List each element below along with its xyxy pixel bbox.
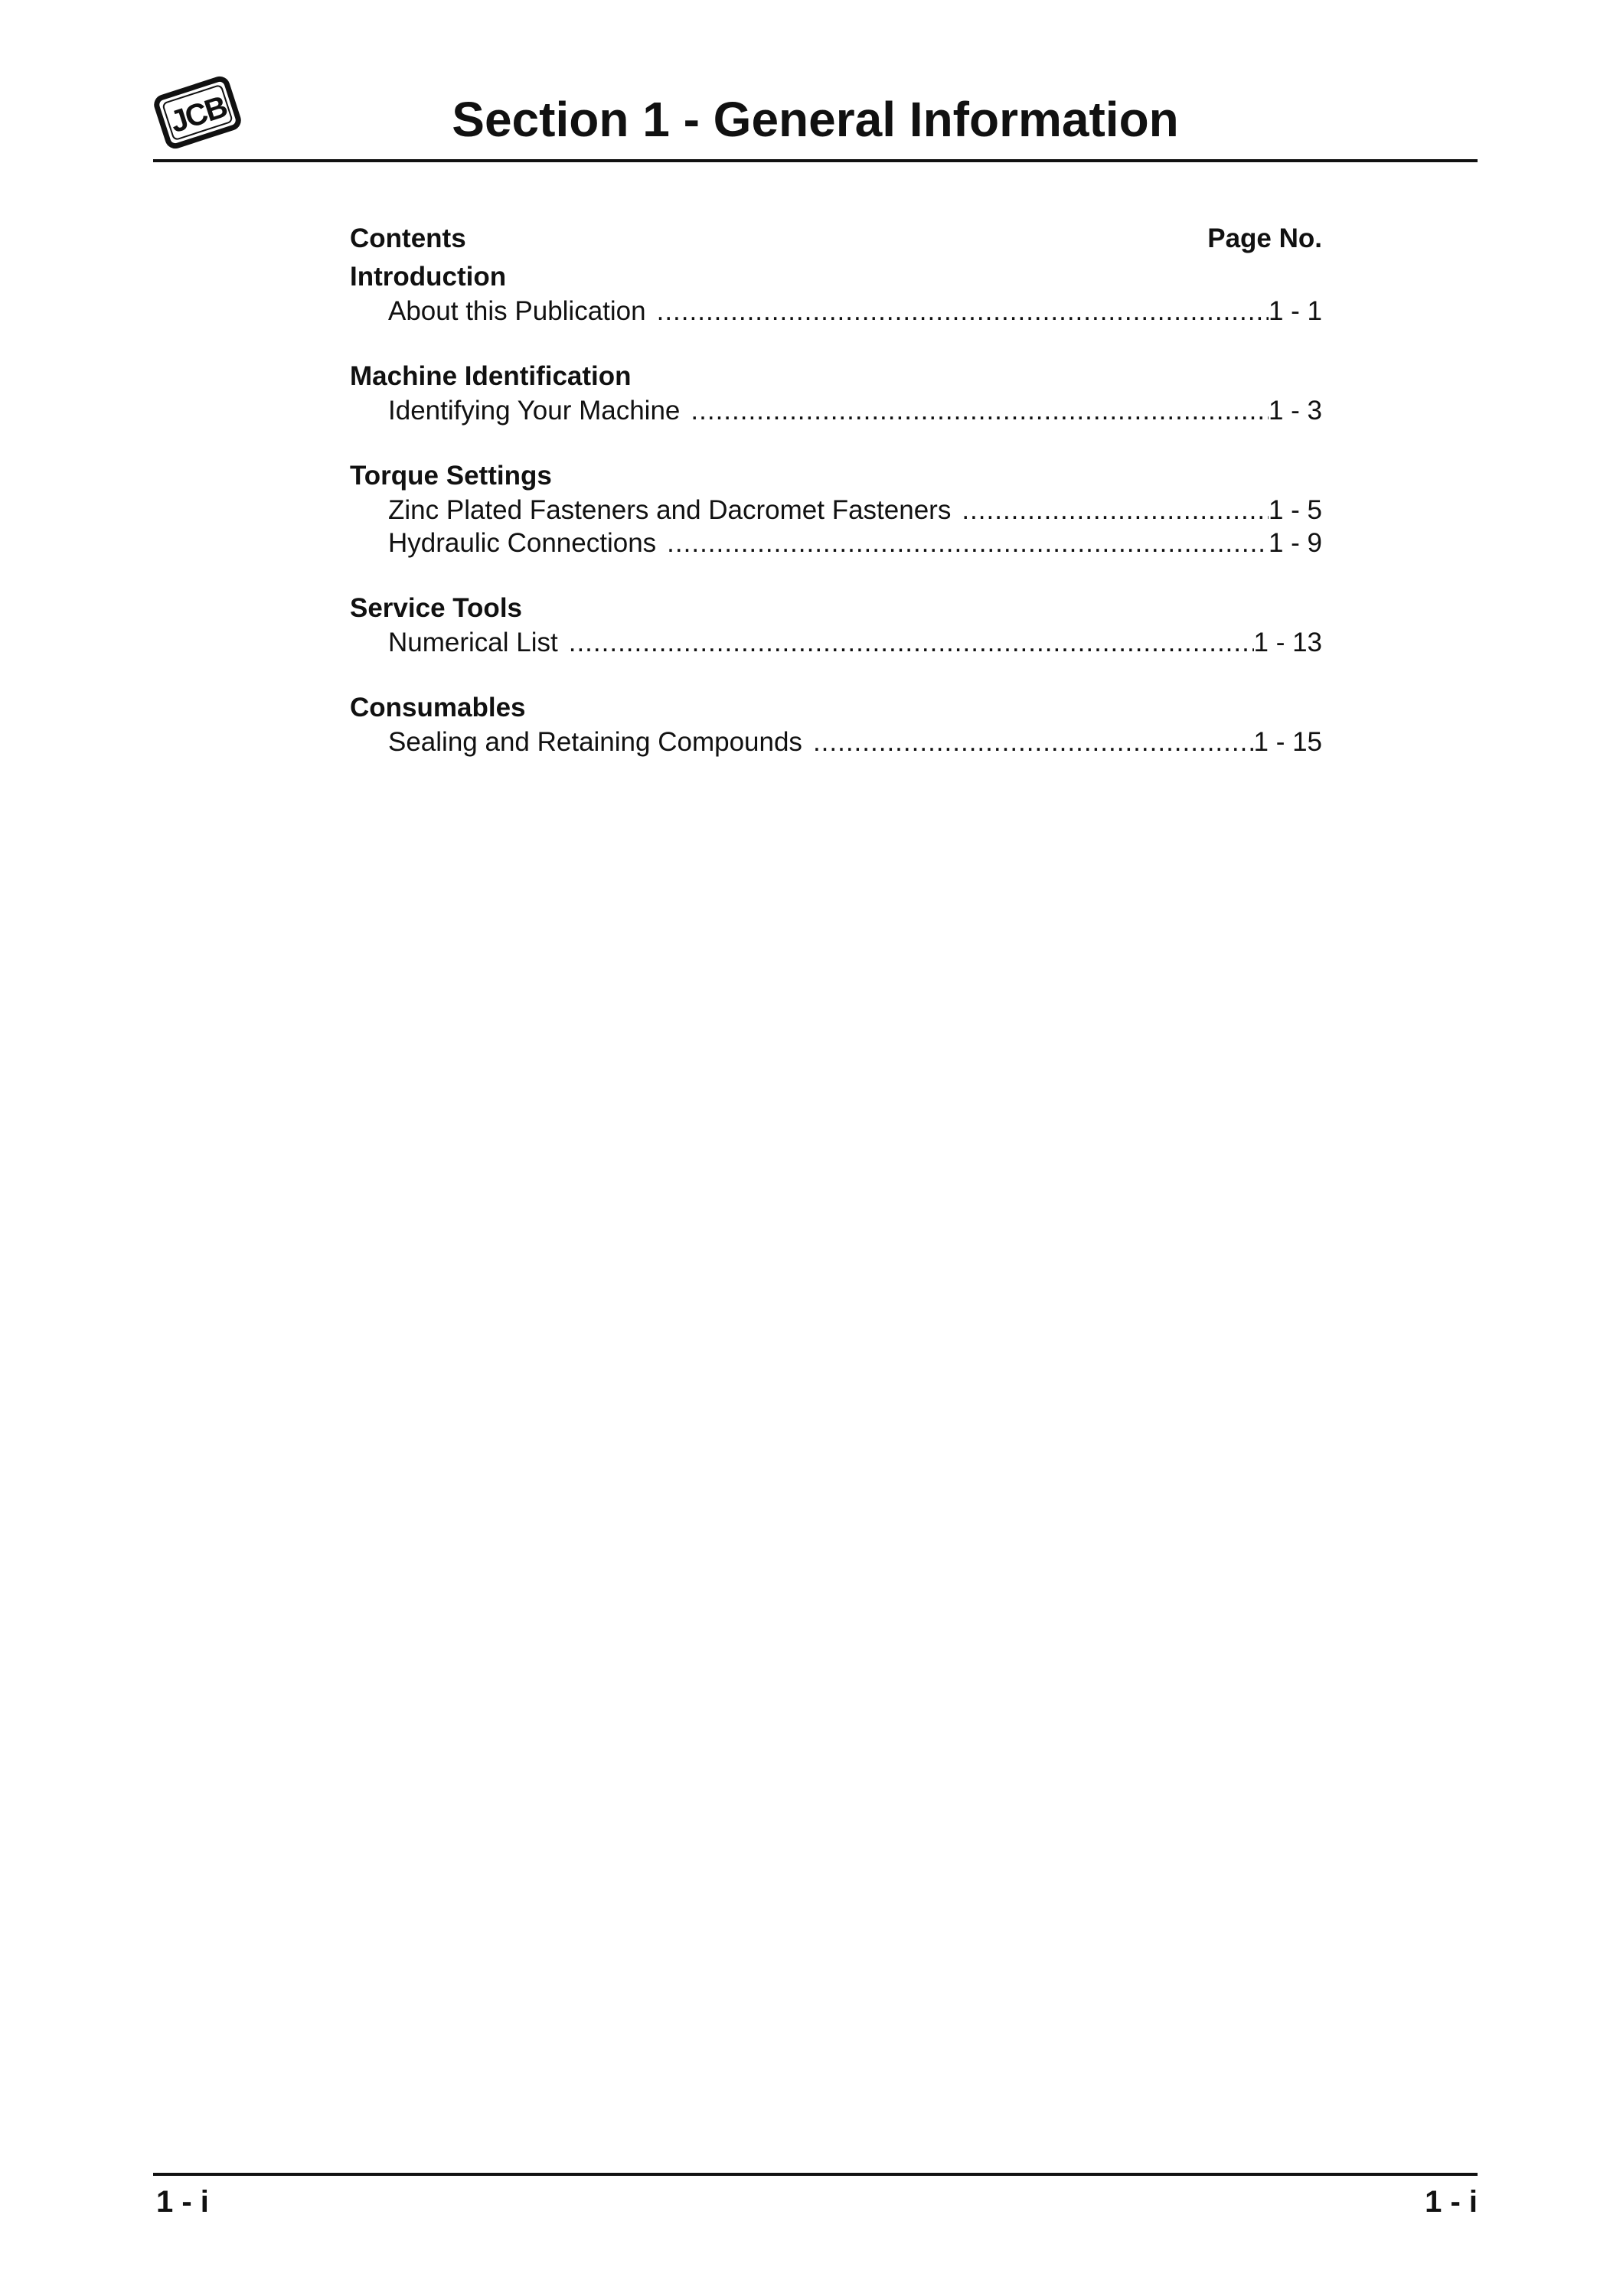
toc-dot-leader [691,394,1269,427]
header-divider [153,159,1478,162]
toc-entry-page: 1 - 13 [1253,628,1322,657]
toc-dot-leader [569,626,1254,659]
toc-entry[interactable] [350,726,1322,758]
contents-label: Contents [350,223,466,253]
toc-group-consumables [350,691,1322,758]
toc-entry[interactable] [350,394,1322,427]
table-of-contents [350,222,1322,791]
toc-group-introduction [350,260,1322,328]
toc-entry-page: 1 - 1 [1268,296,1322,326]
toc-entry-page: 1 - 15 [1253,727,1322,757]
toc-dot-leader [667,527,1269,559]
footer-divider [153,2173,1478,2176]
toc-entry[interactable] [350,295,1322,328]
svg-text:JCB: JCB [165,90,230,140]
toc-entry-label: Hydraulic Connections [388,528,657,558]
toc-header-row [350,222,1322,260]
toc-entry-label: About this Publication [388,296,646,326]
toc-group-heading: Torque Settings [350,461,552,491]
toc-entry[interactable] [350,527,1322,559]
toc-entry-label: Sealing and Retaining Compounds [388,727,802,757]
toc-entry[interactable] [350,494,1322,527]
toc-group-service-tools [350,592,1322,659]
toc-entry[interactable] [350,626,1322,659]
toc-group-heading: Service Tools [350,593,523,623]
toc-entry-label: Numerical List [388,628,558,657]
toc-entry-page: 1 - 9 [1268,528,1322,558]
toc-group-torque-settings [350,459,1322,559]
toc-dot-leader [813,726,1254,758]
footer-page-number-right: 1 - i [1425,2185,1478,2219]
page-no-label: Page No. [1207,223,1322,253]
toc-group-heading: Introduction [350,262,507,292]
toc-group-heading: Consumables [350,693,526,722]
toc-entry-page: 1 - 3 [1268,396,1322,426]
toc-group-heading: Machine Identification [350,361,632,391]
toc-dot-leader [962,494,1269,527]
toc-entry-label: Identifying Your Machine [388,396,681,426]
footer-page-number-left: 1 - i [156,2185,209,2219]
toc-entry-label: Zinc Plated Fasteners and Dacromet Fasteners [388,495,952,525]
toc-entry-page: 1 - 5 [1268,495,1322,525]
toc-dot-leader [657,295,1269,328]
toc-group-machine-identification [350,360,1322,427]
page-title: Section 1 - General Information [452,92,1179,147]
